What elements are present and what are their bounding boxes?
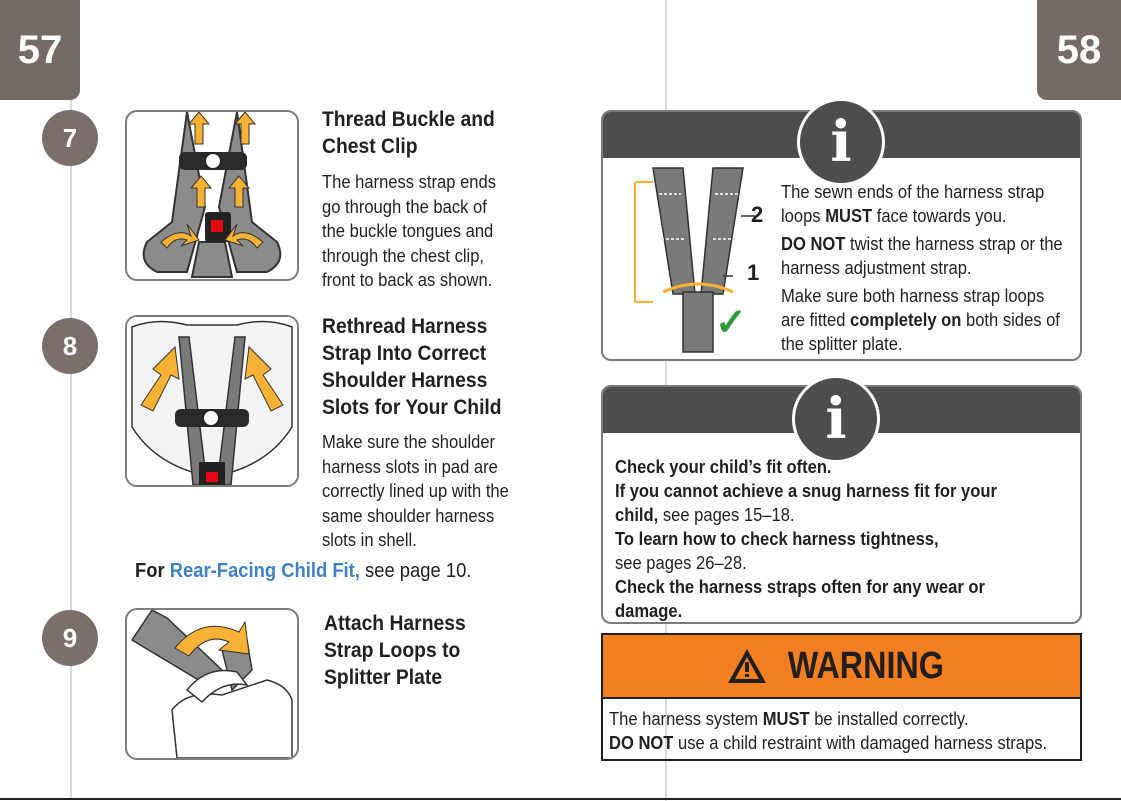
info-box-fit: [601, 385, 1082, 624]
splitter-plate-illustration: [127, 610, 297, 758]
callout-1: 1: [747, 260, 760, 285]
step-9-title: Attach Harness Strap Loops to Splitter Plate: [324, 612, 466, 689]
step-7-number: 7: [42, 110, 98, 166]
step-9-illustration: [125, 608, 299, 760]
step-7-illustration: [125, 110, 299, 281]
warning-label: WARNING: [787, 644, 944, 687]
fit-line-3-bold: To learn how to check harness tightness,: [615, 529, 939, 549]
step-8-number: 8: [42, 318, 98, 374]
step-8-title: Rethread Harness Strap Into Correct Shoulder Harness Slots for Your Child: [322, 315, 502, 419]
info-icon: i: [797, 98, 885, 186]
step-7-title: Thread Buckle and Chest Clip: [322, 108, 495, 158]
loops-paragraph-2: DO NOT twist the harness strap or the harness adjustment strap.: [781, 234, 1063, 278]
warning-line-2: DO NOT use a child restraint with damaged harness straps.: [609, 733, 1048, 753]
warning-line-1: The harness system MUST be installed correctly.: [609, 709, 969, 729]
fit-line-3-tail: see pages 26–28.: [615, 553, 747, 573]
fit-line-4: Check the harness straps often for any wear or damage.: [615, 577, 985, 621]
warning-text: [609, 707, 1047, 755]
warning-box: [601, 633, 1082, 761]
rear-facing-lead: For: [135, 560, 165, 582]
info-icon: i: [792, 375, 880, 463]
buckle-chest-clip-illustration: [127, 112, 297, 279]
step-8-body: Make sure the shoulder harness slots in pad are correctly lined up with the same shoulder harness slots in shell.: [322, 432, 509, 550]
step-9-number: 9: [42, 610, 98, 666]
fit-line-1: Check your child’s fit often.: [615, 457, 832, 477]
fit-line-2: If you cannot achieve a snug harness fit for your child, see pages 15–18.: [615, 481, 997, 525]
info-box-loops: [601, 110, 1082, 361]
bottom-rule: [0, 798, 1121, 800]
warning-triangle-icon: [726, 647, 768, 685]
step-7-body: The harness strap ends go through the back of the buckle tongues and through the chest clip, front to back as shown.: [322, 172, 496, 290]
page-number-right: 58: [1037, 0, 1121, 100]
strap-loops-illustration: [623, 164, 773, 354]
page-number-left: 57: [0, 0, 80, 100]
rear-facing-tail: see page 10.: [365, 560, 472, 582]
rear-facing-note: [135, 560, 471, 583]
step-rail: [70, 100, 72, 798]
rear-facing-link[interactable]: Rear-Facing Child Fit,: [169, 560, 360, 582]
callout-2: 2: [751, 202, 764, 227]
loops-paragraph-1: The sewn ends of the harness strap loops MUST face towards you.: [781, 182, 1045, 226]
shoulder-slots-illustration: [127, 317, 297, 485]
info-box-loops-text: [781, 180, 1066, 360]
info-box-fit-text: [615, 455, 1011, 623]
step-8-illustration: [125, 315, 299, 487]
check-mark-icon: ✓: [715, 302, 747, 344]
warning-header: [603, 635, 1080, 699]
loops-paragraph-3: Make sure both harness strap loops are fitted completely on both sides of the splitter plate.: [781, 286, 1060, 354]
